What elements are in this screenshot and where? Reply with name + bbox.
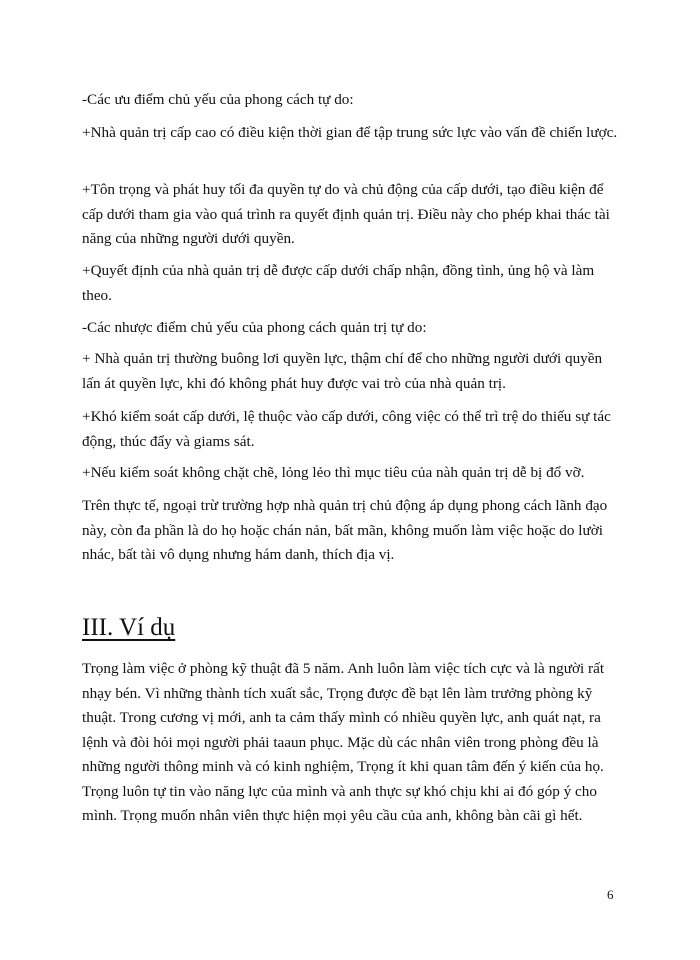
disadvantage-item-1: + Nhà quản trị thường buông lơi quyền lực, thậm chí để cho những người dưới quyền lấn át quyền lực, khi đó không phát huy được vai trò của nhà quản trị. xyxy=(82,350,603,392)
disadvantages-intro: -Các nhược điểm chủ yếu của phong cách quản trị tự do: xyxy=(82,319,427,336)
page-number: 6 xyxy=(607,887,614,902)
advantage-item-2: +Tôn trọng và phát huy tối đa quyền tự do và chủ động của cấp dưới, tạo điều kiện để cấp dưới tham gia vào quá trình ra quyết định quản trị. Điều này cho phép khai thác tài năng của những người dưới quyền. xyxy=(82,181,610,247)
section-heading: III. Ví dụ xyxy=(82,614,176,641)
advantage-item-1: +Nhà quản trị cấp cao có điều kiện thời gian để tập trung sức lực vào vấn đề chiến lược. xyxy=(82,124,618,141)
advantages-intro: -Các ưu điểm chủ yếu của phong cách tự do: xyxy=(82,91,354,108)
advantage-item-3: +Quyết định của nhà quản trị dễ được cấp dưới chấp nhận, đồng tình, ủng hộ và làm theo. xyxy=(82,262,595,304)
example-paragraph: Trọng làm việc ở phòng kỹ thuật đã 5 năm. Anh luôn làm việc tích cực và là người rất nhạy bén. Vì những thành tích xuất sắc, Trọng được đề bạt lên làm trưởng phòng kỹ thuật. Trong cương vị mới, anh ta cảm thấy mình có nhiều quyền lực, anh quát nạt, ra lệnh và đòi hỏi mọi người phải taaun phục. Mặc dù các nhân viên trong phòng đều là những người thông minh và có kinh nghiệm, Trọng ít khi quan tâm đến ý kiến của họ. Trọng luôn tự tin vào năng lực của mình và anh thực sự khó chịu khi ai đó góp ý cho mình. Trọng muốn nhân viên thực hiện mọi yêu cầu của anh, không bàn cãi gì hết. xyxy=(82,660,605,824)
disadvantage-item-3: +Nếu kiểm soát không chặt chẽ, lỏng lẻo thì mục tiêu của nàh quản trị dễ bị đổ vỡ. xyxy=(82,464,585,481)
conclusion-paragraph: Trên thực tế, ngoại trừ trường hợp nhà quản trị chủ động áp dụng phong cách lãnh đạo này, còn đa phần là do họ hoặc chán nản, bất mãn, không muốn làm việc hoặc do lười nhác, bất tài vô dụng nhưng hám danh, thích địa vị. xyxy=(82,497,608,563)
disadvantage-item-2: +Khó kiểm soát cấp dưới, lệ thuộc vào cấp dưới, công việc có thể trì trệ do thiếu sự tác động, thúc đẩy và giams sát. xyxy=(82,408,611,450)
